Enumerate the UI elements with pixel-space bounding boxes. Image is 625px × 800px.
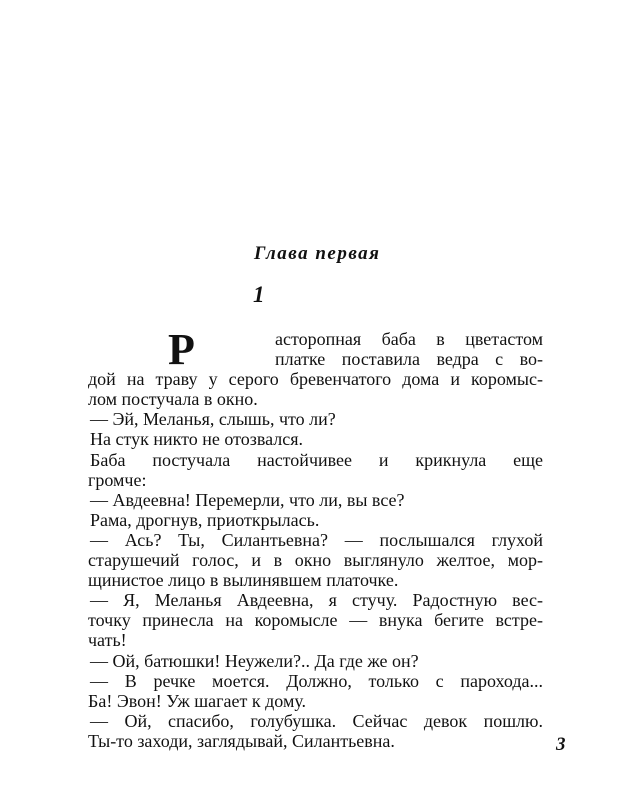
text-line: — Ой, батюшки! Неужели?.. Да где же он? xyxy=(90,650,419,671)
text-line: лом постучала в окно. xyxy=(88,389,258,410)
text-line: Рама, дрогнув, приоткрылась. xyxy=(90,509,320,530)
text-line: дой на траву у серого бревенчатого дома и коромыс- xyxy=(88,369,543,390)
text-line: На стук никто не отозвался. xyxy=(90,429,304,450)
text-line: щинистое лицо в вылинявшем платочке. xyxy=(88,570,399,591)
text-line: — Я, Меланья Авдеевна, я стучу. Радостную вес- xyxy=(90,590,543,611)
text-line: — В речке моется. Должно, только с парохода... xyxy=(90,670,543,691)
section-number: 1 xyxy=(253,282,265,307)
text-line: — Авдеевна! Перемерли, что ли, вы все? xyxy=(90,489,405,510)
text-line: громче: xyxy=(88,469,147,490)
page-number: 3 xyxy=(556,734,566,755)
text-line: точку принесла на коромысле — внука бегите встре- xyxy=(88,610,543,631)
drop-cap: Р xyxy=(168,325,195,374)
body-text xyxy=(88,325,543,751)
text-line: чать! xyxy=(88,630,127,651)
text-line: Баба постучала настойчивее и крикнула еще xyxy=(90,449,543,470)
text-line: — Эй, Меланья, слышь, что ли? xyxy=(90,409,336,430)
text-line: Ба! Эвон! Уж шагает к дому. xyxy=(88,690,307,711)
text-line: старушечий голос, и в окно выглянуло желтое, мор- xyxy=(88,550,543,571)
text-line: Ты-то заходи, заглядывай, Силантьевна. xyxy=(88,730,395,751)
text-line: — Ась? Ты, Силантьевна? — послышался глухой xyxy=(90,529,543,550)
text-line: платке поставила ведра с во- xyxy=(275,349,543,370)
text-line: — Ой, спасибо, голубушка. Сейчас девок пошлю. xyxy=(90,710,543,731)
text-line: асторопная баба в цветастом xyxy=(275,329,543,349)
chapter-title: Глава первая xyxy=(254,243,381,264)
